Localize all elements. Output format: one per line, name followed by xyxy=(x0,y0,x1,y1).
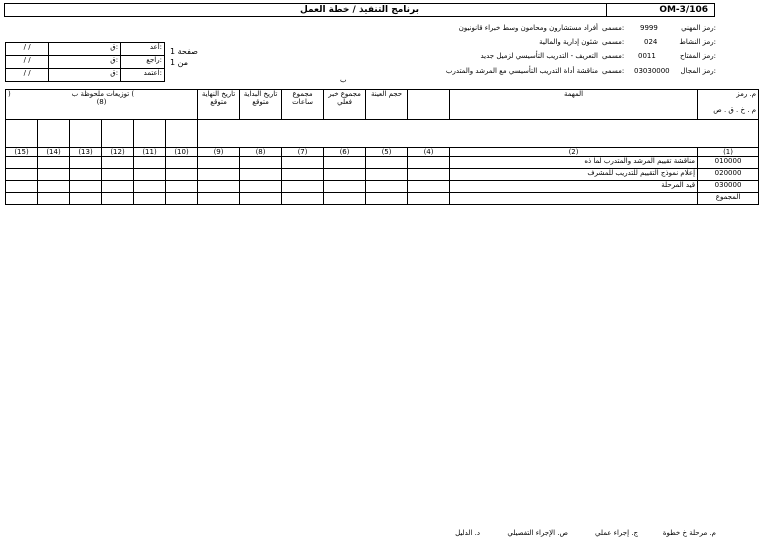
col-number: (1) xyxy=(698,148,759,157)
distribution-cell xyxy=(166,120,198,148)
signature-box xyxy=(5,42,165,82)
distribution-sub: (8) xyxy=(96,98,107,106)
page-marker: ب xyxy=(340,76,347,84)
col-number: (9) xyxy=(198,148,240,157)
info-row xyxy=(410,67,716,78)
info-block xyxy=(410,24,716,80)
total-label: المجموع xyxy=(698,193,759,205)
legend-item: ج. إجراء عملي xyxy=(595,529,638,537)
col-number: (2) xyxy=(450,148,698,157)
sig-date: / / xyxy=(6,43,49,56)
sig-role: أعد: xyxy=(121,43,165,56)
col-number: (13) xyxy=(70,148,102,157)
distribution-close: ) xyxy=(8,90,11,98)
sig-date: / / xyxy=(6,69,49,82)
info-label: رمز المهني: xyxy=(681,24,716,32)
col-number: (11) xyxy=(134,148,166,157)
info-desc-label: مسمى: xyxy=(602,38,625,46)
distribution-cell xyxy=(38,120,70,148)
col-number: (14) xyxy=(38,148,70,157)
sig-role: راجع: xyxy=(121,56,165,69)
info-row xyxy=(410,52,716,63)
distribution-cell xyxy=(70,120,102,148)
col-number: (6) xyxy=(324,148,366,157)
info-desc: أفراد مستشارون ومحامون وسط خبراء قانونيون xyxy=(458,24,598,32)
blank-header xyxy=(408,90,450,120)
info-desc-label: مسمى: xyxy=(602,52,625,60)
info-value: 0011 xyxy=(638,52,656,60)
end-date-header: تاريخ النهاية متوقع xyxy=(198,90,240,120)
code-header-label: م. رمز xyxy=(736,90,757,98)
info-desc: التعريف - التدريب التأسيسي لزميل جديد xyxy=(480,52,598,60)
page-info xyxy=(170,47,210,71)
of-number: 1 xyxy=(170,58,176,67)
info-desc: مناقشة أداة التدريب التأسيسي مع المرشد والمتدرب xyxy=(445,67,598,75)
code-cell: 010000 xyxy=(698,157,759,169)
info-value: 024 xyxy=(644,38,658,46)
table-row xyxy=(6,157,759,169)
page-number: 1 xyxy=(170,47,176,56)
task-cell: مناقشة تقييم المرشد والمتدرب لما ذه xyxy=(450,157,698,169)
col-number: (5) xyxy=(366,148,408,157)
form-header xyxy=(4,3,715,17)
info-value: 9999 xyxy=(640,24,658,32)
distribution-cell xyxy=(134,120,166,148)
task-cell: إعلام نموذج التقييم للتدريب للمشرف xyxy=(450,169,698,181)
planned-hours-header: مجموع ساعات xyxy=(282,90,324,120)
sig-field: ق: xyxy=(49,43,121,56)
sig-role: اعتمد: xyxy=(121,69,165,82)
table-row xyxy=(6,169,759,181)
header-spacer xyxy=(198,120,759,148)
code-cell: 030000 xyxy=(698,181,759,193)
info-label: رمز النشاط: xyxy=(679,38,716,46)
table-row xyxy=(6,181,759,193)
distribution-label: توزيعات ملحوظة ب ( xyxy=(71,90,135,98)
legend-item: د. الدليل xyxy=(455,529,480,537)
col-number: (7) xyxy=(282,148,324,157)
task-header: المهمة xyxy=(450,90,698,120)
page-label: صفحة xyxy=(177,47,198,56)
sig-field: ق: xyxy=(49,69,121,82)
of-label: من xyxy=(177,58,189,67)
legend-item: ص. الإجراء التفصيلي xyxy=(507,529,568,537)
footer-legend xyxy=(440,529,716,539)
info-row xyxy=(410,24,716,35)
plan-table xyxy=(5,89,759,205)
actual-hours-header: مجموع خبر فعلي xyxy=(324,90,366,120)
code-cell: 020000 xyxy=(698,169,759,181)
distribution-cell xyxy=(6,120,38,148)
info-label: رمز المفتاح: xyxy=(679,52,716,60)
sample-size-header: حجم العينة xyxy=(366,90,408,120)
col-number: (10) xyxy=(166,148,198,157)
col-number: (12) xyxy=(102,148,134,157)
start-date-header: تاريخ البداية متوقع xyxy=(240,90,282,120)
col-number: (4) xyxy=(408,148,450,157)
total-row xyxy=(6,193,759,205)
distribution-header xyxy=(6,90,198,120)
distribution-cell xyxy=(102,120,134,148)
form-title: برنامج التنفيذ / خطة العمل xyxy=(299,5,420,15)
legend-item: م. مرحلة خ خطوة xyxy=(662,529,716,537)
task-cell: قيد المرحلة xyxy=(450,181,698,193)
info-row xyxy=(410,38,716,49)
info-desc: شئون إدارية والمالية xyxy=(539,38,598,46)
col-number: (8) xyxy=(240,148,282,157)
info-label: رمز المجال: xyxy=(680,67,716,75)
info-value: 03030000 xyxy=(634,67,670,75)
info-desc-label: مسمى: xyxy=(602,24,625,32)
code-header xyxy=(698,90,759,120)
form-code: OM-3/106 xyxy=(659,5,708,15)
col-number: (15) xyxy=(6,148,38,157)
info-desc-label: مسمى: xyxy=(602,67,625,75)
sig-date: / / xyxy=(6,56,49,69)
code-header-sub: م . خ . ق . ص xyxy=(713,106,757,114)
sig-field: ق: xyxy=(49,56,121,69)
